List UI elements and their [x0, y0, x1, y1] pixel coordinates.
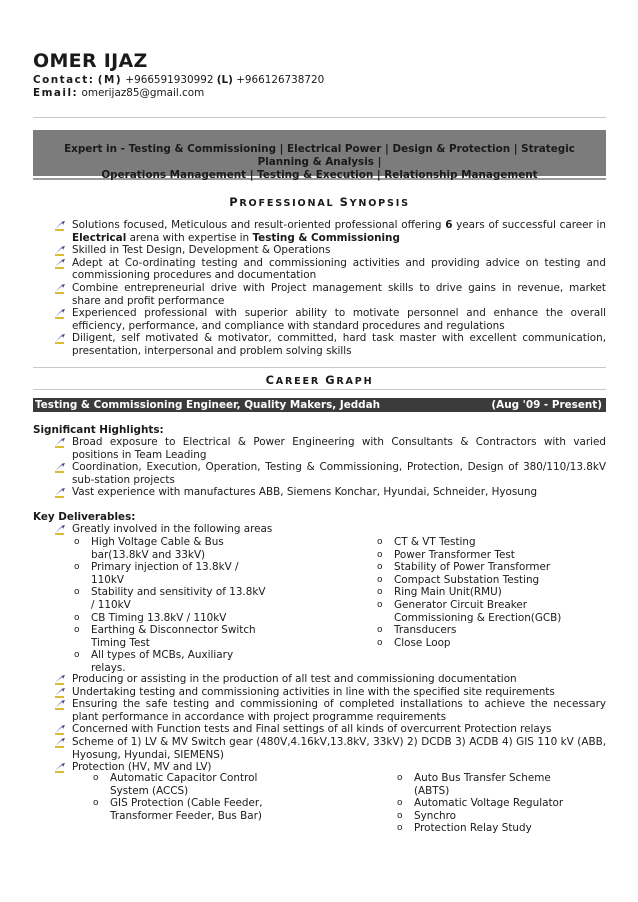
role-bar — [33, 398, 606, 412]
protection-left-list — [90, 772, 280, 822]
synopsis-heading-cap1: P — [229, 195, 240, 209]
area-item — [374, 624, 564, 637]
circle-bullet-icon: o — [397, 823, 403, 834]
area-item — [374, 574, 564, 587]
synopsis-item-text: arena with expertise in — [126, 231, 253, 244]
areas-left-list — [71, 536, 267, 675]
circle-bullet-icon: o — [74, 625, 80, 636]
landline-label: (L) — [216, 74, 233, 86]
circle-bullet-icon: o — [377, 574, 383, 585]
synopsis-item-text: Skilled in Test Design, Development & Operations — [72, 244, 331, 257]
area-item — [71, 649, 267, 674]
synopsis-heading — [33, 195, 606, 209]
mobile-number: +966591930992 — [125, 74, 214, 86]
circle-bullet-icon: o — [377, 549, 383, 560]
area-text: Compact Substation Testing — [394, 573, 540, 586]
circle-bullet-icon: o — [377, 562, 383, 573]
area-text: CB Timing 13.8kV / 110kV — [91, 611, 227, 624]
duty-text: Ensuring the safe testing and commissioning of completed installations to achieve the necessary plant performance in accordance with project programme requirements — [72, 698, 606, 723]
area-text: Generator Circuit Breaker Commissioning & Erection(GCB) — [394, 598, 562, 624]
area-item — [71, 536, 267, 561]
area-item — [374, 561, 564, 574]
arrow-bullet-icon — [54, 762, 66, 773]
candidate-name: OMER IJAZ — [33, 50, 148, 72]
arrow-bullet-icon — [54, 333, 66, 344]
synopsis-item-text: Diligent, self motivated & motivator, committed, hard task master with excellent communication, presentation, interpersonal and problem solving skills — [72, 332, 606, 357]
arrow-bullet-icon — [54, 308, 66, 319]
circle-bullet-icon: o — [377, 637, 383, 648]
email-label: Email: — [33, 87, 79, 99]
area-item — [71, 586, 267, 611]
protection-right-list — [394, 772, 574, 835]
circle-bullet-icon: o — [93, 773, 99, 783]
role-dates: (Aug '09 - Present) — [491, 399, 602, 411]
highlights-list — [54, 436, 606, 499]
career-heading-cap1: C — [265, 373, 276, 387]
arrow-bullet-icon — [54, 687, 66, 698]
career-divider — [33, 389, 606, 390]
synopsis-item — [54, 219, 606, 244]
circle-bullet-icon: o — [74, 612, 80, 623]
circle-bullet-icon: o — [397, 798, 403, 809]
protection-item — [394, 822, 574, 835]
highlight-text: Broad exposure to Electrical & Power Engineering with Consultants & Contractors with varied positions in Team Leading — [72, 436, 606, 461]
protection-item — [394, 772, 574, 797]
synopsis-item — [54, 307, 606, 332]
involved-text: Greatly involved in the following areas — [72, 523, 273, 535]
arrow-bullet-icon — [54, 674, 66, 685]
synopsis-item-text: Solutions focused, Meticulous and result-oriented professional offering — [72, 219, 446, 231]
area-item — [374, 599, 564, 624]
circle-bullet-icon: o — [397, 810, 403, 821]
area-item — [71, 561, 267, 586]
synopsis-item-text: years of successful career in — [452, 219, 606, 231]
highlight-text: Vast experience with manufactures ABB, Siemens Konchar, Hyundai, Schneider, Hyosung — [72, 486, 538, 499]
circle-bullet-icon: o — [397, 773, 403, 783]
duty-item — [54, 686, 606, 699]
area-text: Power Transformer Test — [394, 548, 515, 561]
arrow-bullet-icon — [54, 220, 66, 231]
arrow-bullet-icon — [54, 724, 66, 735]
area-text: CT & VT Testing — [394, 536, 476, 548]
protection-text: Synchro — [414, 809, 457, 822]
synopsis-item-text: Experienced professional with superior ability to motivate personnel and enhance the overall efficiency, performance, and compliance with standard procedures and regulations — [72, 307, 606, 332]
arrow-bullet-icon — [54, 245, 66, 256]
duty-item — [54, 673, 606, 686]
duty-text: Concerned with Function tests and Final settings of all kinds of overcurrent Protection relays — [72, 723, 552, 736]
area-text: Transducers — [394, 624, 457, 637]
involved-list — [54, 523, 606, 536]
duties-list — [54, 673, 606, 774]
highlight-item — [54, 461, 606, 486]
duty-text: Scheme of 1) LV & MV Switch gear (480V,4.16kV,13.8kV, 33kV) 2) DCDB 3) ACDB 4) GIS 110 kV (ABB, Hyosung, Hyundai, SIEMENS) — [72, 735, 606, 761]
synopsis-item-text: Combine entrepreneurial drive with Project management skills to drive gains in revenue, market share and profit performance — [72, 281, 606, 307]
arrow-bullet-icon — [54, 737, 66, 748]
involved-item — [54, 523, 606, 536]
area-item — [71, 624, 267, 649]
area-text: Stability of Power Transformer — [394, 561, 551, 574]
synopsis-item — [54, 332, 606, 357]
area-item — [71, 612, 267, 625]
synopsis-list — [54, 219, 606, 358]
circle-bullet-icon: o — [377, 587, 383, 598]
email-address: omerijaz85@gmail.com — [81, 87, 205, 99]
synopsis-emphasis: Testing & Commissioning — [252, 231, 400, 244]
protection-text: Automatic Capacitor Control System (ACCS) — [110, 772, 258, 797]
mobile-label: (M) — [97, 74, 123, 86]
protection-text: Protection Relay Study — [414, 822, 532, 835]
protection-text: Auto Bus Transfer Scheme (ABTS) — [414, 772, 551, 797]
area-text: Stability and sensitivity of 13.8kV / 110kV — [91, 586, 266, 611]
arrow-bullet-icon — [54, 699, 66, 710]
years-count: 6 — [445, 219, 453, 231]
role-title: Testing & Commissioning Engineer, Quality Makers, Jeddah — [35, 399, 381, 411]
protection-text: Automatic Voltage Regulator — [414, 797, 564, 810]
email-line — [33, 87, 204, 99]
protection-item — [90, 797, 280, 822]
duty-text: Producing or assisting in the production of all test and commissioning documentation — [72, 673, 517, 685]
arrow-bullet-icon — [54, 524, 66, 535]
protection-item — [90, 772, 280, 797]
arrow-bullet-icon — [54, 462, 66, 473]
highlights-heading: Significant Highlights: — [33, 424, 164, 436]
circle-bullet-icon: o — [93, 798, 99, 809]
synopsis-item — [54, 257, 606, 282]
synopsis-heading-rest2: YNOPSIS — [349, 198, 410, 209]
circle-bullet-icon: o — [74, 650, 80, 661]
arrow-bullet-icon — [54, 437, 66, 448]
area-text: Close Loop — [394, 636, 451, 649]
career-heading-rest2: RAPH — [336, 376, 374, 387]
contact-label: Contact: — [33, 74, 95, 86]
expertise-text — [38, 143, 601, 182]
circle-bullet-icon: o — [74, 562, 80, 573]
area-item — [374, 637, 564, 650]
highlight-text: Coordination, Execution, Operation, Testing & Commissioning, Protection, Design of 380/110/13.8kV sub-station projects — [72, 461, 606, 486]
protection-text: GIS Protection (Cable Feeder, Transformer Feeder, Bus Bar) — [110, 797, 263, 822]
arrow-bullet-icon — [54, 258, 66, 269]
contact-line — [33, 74, 324, 86]
duty-item — [54, 698, 606, 723]
arrow-bullet-icon — [54, 487, 66, 498]
synopsis-heading-cap2: S — [339, 195, 350, 209]
landline-number: +966126738720 — [236, 74, 325, 86]
circle-bullet-icon: o — [74, 587, 80, 598]
areas-right-list — [374, 536, 564, 649]
expertise-line-1: Expert in - Testing & Commissioning | Electrical Power | Design & Protection | Strategic Planning & Analysis | — [64, 143, 575, 168]
synopsis-emphasis: Electrical — [72, 231, 127, 244]
area-text: All types of MCBs, Auxiliary relays. — [91, 649, 234, 674]
expertise-line-2: Operations Management | Testing & Execution | Relationship Management — [101, 169, 538, 181]
circle-bullet-icon: o — [74, 537, 80, 547]
synopsis-divider — [33, 367, 606, 368]
area-text: Ring Main Unit(RMU) — [394, 586, 502, 599]
duty-item — [54, 723, 606, 736]
duty-item — [54, 736, 606, 761]
synopsis-item — [54, 282, 606, 307]
header-divider — [33, 117, 606, 118]
career-heading-rest1: AREER — [275, 376, 326, 387]
synopsis-item-text: Adept at Co-ordinating testing and commissioning activities and providing advice on testing and commissioning procedures and documentation — [72, 256, 606, 282]
career-heading — [33, 373, 606, 387]
synopsis-item — [54, 244, 606, 257]
circle-bullet-icon: o — [377, 537, 383, 547]
area-item — [374, 586, 564, 599]
area-item — [374, 549, 564, 562]
circle-bullet-icon: o — [377, 625, 383, 636]
career-heading-cap2: G — [325, 373, 337, 387]
highlight-item — [54, 486, 606, 499]
duty-text: Protection (HV, MV and LV) — [72, 761, 212, 774]
protection-item — [394, 810, 574, 823]
area-item — [374, 536, 564, 549]
arrow-bullet-icon — [54, 283, 66, 294]
deliverables-heading: Key Deliverables: — [33, 511, 136, 523]
area-text: High Voltage Cable & Bus bar(13.8kV and 33kV) — [91, 536, 224, 561]
synopsis-heading-rest1: ROFESSIONAL — [239, 198, 340, 209]
area-text: Earthing & Disconnector Switch Timing Test — [91, 624, 256, 649]
circle-bullet-icon: o — [377, 599, 383, 610]
duty-text: Undertaking testing and commissioning activities in line with the specified site requirements — [72, 685, 555, 698]
area-text: Primary injection of 13.8kV / 110kV — [91, 561, 239, 586]
highlight-item — [54, 436, 606, 461]
protection-item — [394, 797, 574, 810]
